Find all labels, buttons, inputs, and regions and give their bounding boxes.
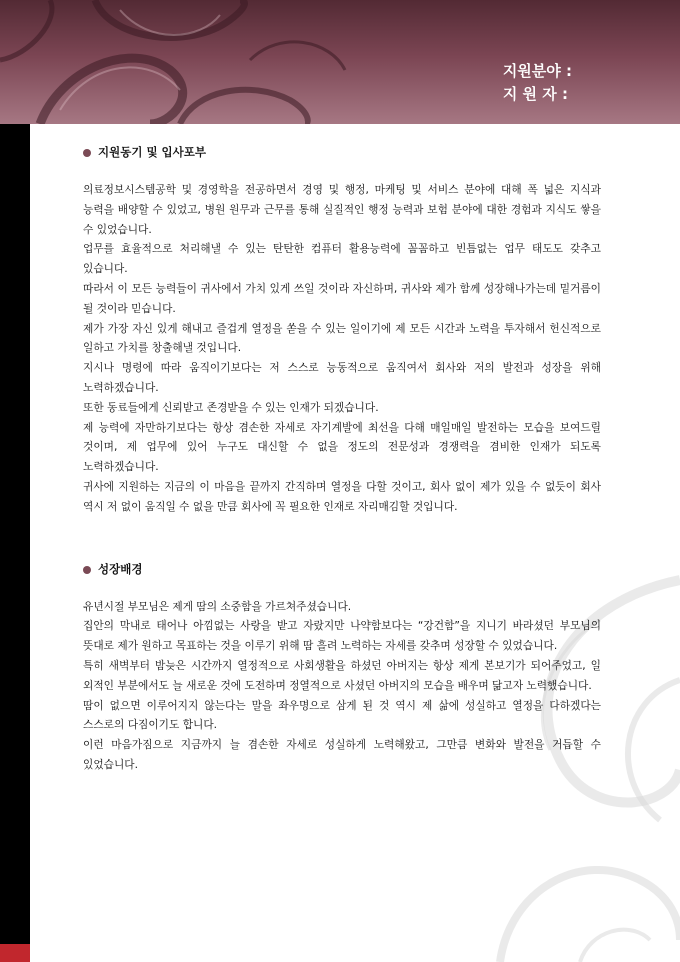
field-label: 지원분야 :: [502, 62, 572, 80]
section-title: [83, 140, 601, 166]
section-background: [83, 557, 601, 775]
paragraph: 땀이 없으면 이루어지지 않는다는 말을 좌우명으로 삼게 된 것 역시 제 삶에 성실하고 열정을 다하겠다는 스스로의 다짐이기도 합니다.: [83, 698, 601, 732]
paragraph: 제 능력에 자만하기보다는 항상 겸손한 자세로 자기계발에 최선을 다해 매일매일 발전하는 모습을 보여드릴 것이며, 제 업무에 있어 누구도 대신할 수 없을 정도의 전문성과 경쟁력을 겸비한 인재가 되도록 노력하겠습니다.: [83, 420, 601, 474]
paragraph: 지시나 명령에 따라 움직이기보다는 저 스스로 능동적으로 움직여서 회사와 저의 발전과 성장을 위해 노력하겠습니다.: [83, 361, 601, 394]
bullet-icon: [83, 566, 91, 574]
section-motivation: [83, 140, 601, 517]
left-sidebar-bar: [0, 124, 30, 962]
paragraph: 업무를 효율적으로 처리해낼 수 있는 탄탄한 컴퓨터 활용능력에 꼼꼼하고 빈틈없는 업무 태도도 갖추고 있습니다.: [83, 242, 601, 276]
paragraph: 또한 동료들에게 신뢰받고 존경받을 수 있는 인재가 되겠습니다.: [83, 400, 379, 414]
paragraph: 따라서 이 모든 능력들이 귀사에서 가치 있게 쓰일 것이라 자신하며, 귀사와 제가 함께 성장해나가는데 밑거름이 될 것이라 믿습니다.: [83, 281, 601, 315]
swirl-ornament: [0, 0, 680, 124]
paragraph: 귀사에 지원하는 지금의 이 마음을 끝까지 간직하며 열정을 다할 것이고, 회사 없이 제가 있을 수 없듯이 회사 역시 저 없이 움직일 수 없을 만큼 회사에 꼭 필요한 인재로 자리매김할 것입니다.: [83, 479, 601, 513]
paragraph: 특히 새벽부터 밤늦은 시간까지 열정적으로 사회생활을 하셨던 아버지는 항상 제게 본보기가 되어주었고, 일 외적인 부분에서도 늘 새로운 것에 도전하며 정열적으로 사셨던 아버지의 모습을 배우며 닮고자 노력했습니다.: [83, 658, 601, 692]
applicant-label: 지 원 자 :: [502, 85, 568, 103]
bullet-icon: [83, 149, 91, 157]
paragraph: 의료정보시스템공학 및 경영학을 전공하면서 경영 및 행정, 마케팅 및 서비스 분야에 대해 폭 넓은 지식과 능력을 배양할 수 있었고, 병원 원무과 근무를 통해 실질적인 행정 능력과 보험 분야에 대한 경험과 지식도 쌓을 수 있었습니다.: [83, 183, 601, 236]
section-title-text: 지원동기 및 입사포부: [98, 145, 206, 160]
paragraph: 제가 가장 자신 있게 해내고 즐겁게 열정을 쏟을 수 있는 일이기에 제 모든 시간과 노력을 투자해서 헌신적으로 일하고 가치를 창출해낼 것입니다.: [83, 321, 601, 355]
resume-content: [83, 140, 601, 775]
sidebar-accent: [0, 944, 30, 962]
paragraph: 유년시절 부모님은 제게 땀의 소중함을 가르쳐주셨습니다.: [83, 599, 352, 613]
applicant-info: [503, 60, 572, 106]
paragraph: 집안의 막내로 태어나 아낌없는 사랑을 받고 자랐지만 나약함보다는 “강건함”을 지니기 바라셨던 부모님의 뜻대로 제가 원하고 목표하는 것을 이루기 위해 땀 흘려 노력하는 자세를 갖추며 성장할 수 있었습니다.: [83, 619, 601, 653]
section-title-text: 성장배경: [98, 561, 143, 576]
paragraph: 이런 마음가짐으로 지금까지 늘 겸손한 자세로 성실하게 노력해왔고, 그만큼 변화와 발전을 거듭할 수 있었습니다.: [83, 738, 601, 771]
section-title: [83, 557, 601, 583]
header-banner: [0, 0, 680, 124]
